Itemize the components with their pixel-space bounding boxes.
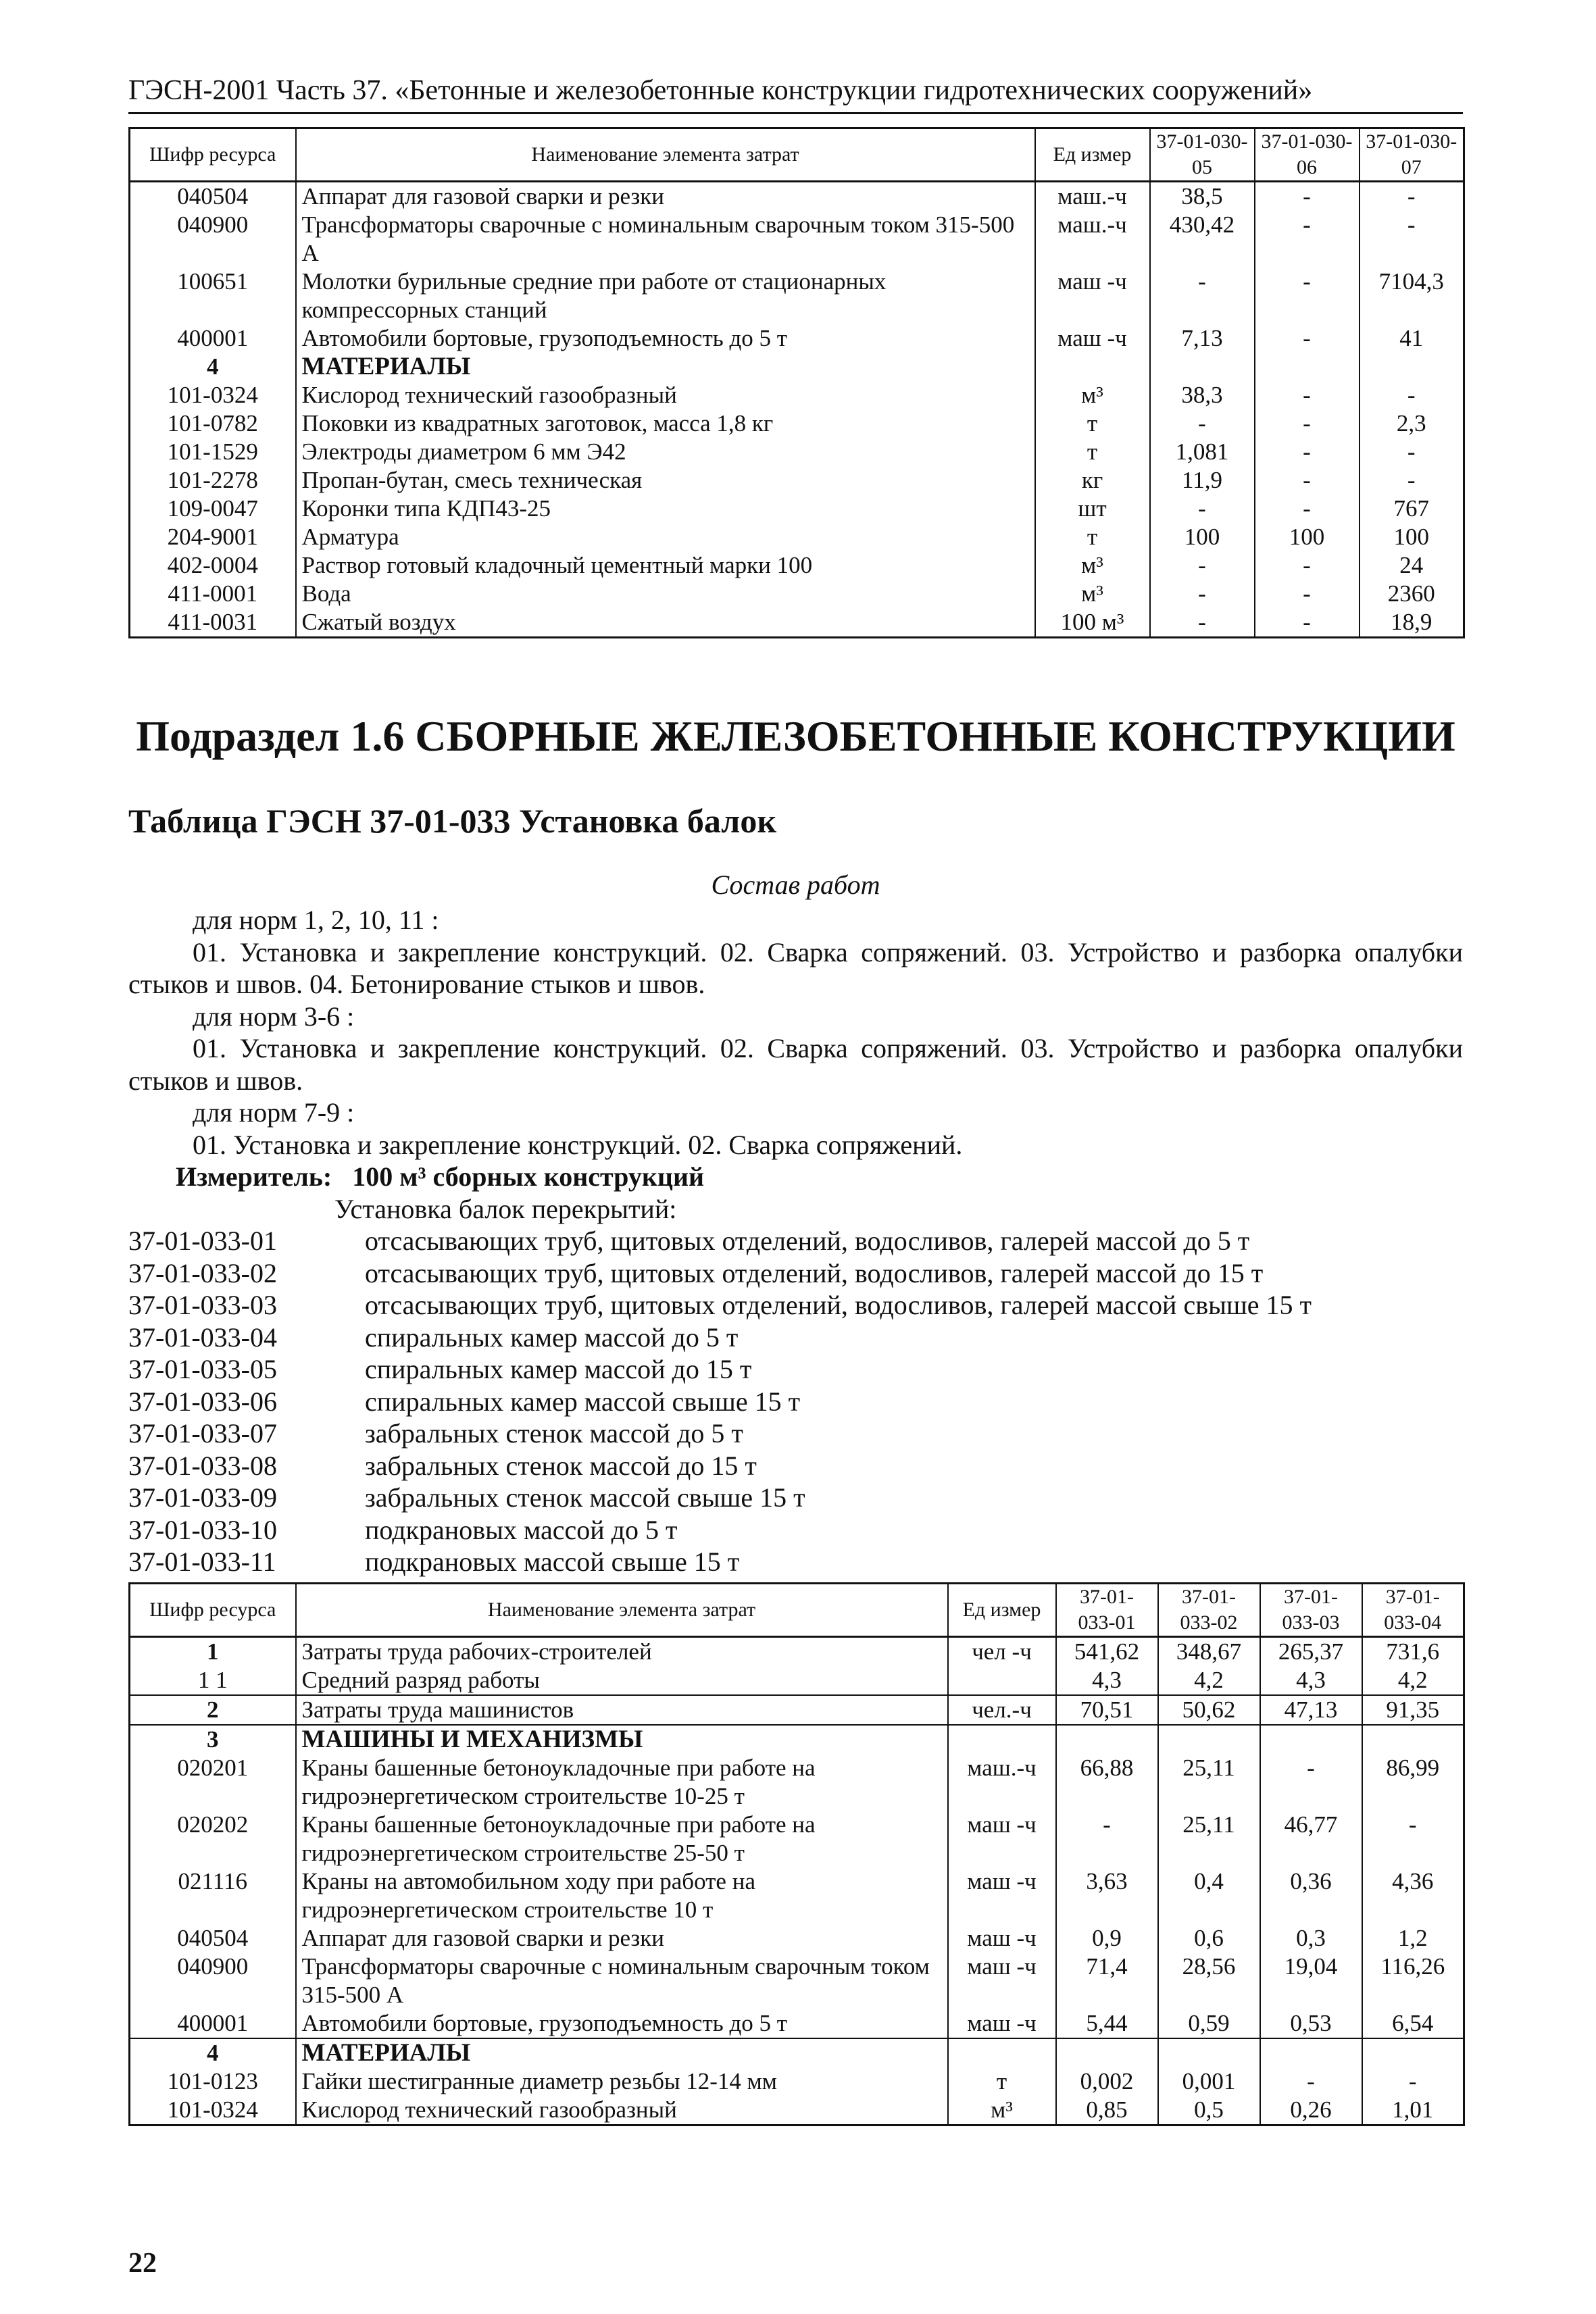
table-row xyxy=(130,2009,1464,2038)
norm-item xyxy=(128,1257,1463,1290)
value-cell: 46,77 xyxy=(1260,1811,1362,1867)
table-row xyxy=(130,324,1464,353)
value-cell: 430,42 xyxy=(1150,211,1255,268)
work-composition xyxy=(128,904,1463,1578)
value-cell: - xyxy=(1150,495,1255,523)
value-cell: 116,26 xyxy=(1362,1953,1464,2009)
value-cell: 70,51 xyxy=(1056,1695,1158,1725)
value-cell: 38,3 xyxy=(1150,381,1255,409)
norm-code: 37-01-033-02 xyxy=(128,1257,277,1288)
norm-code: 37-01-033-11 xyxy=(128,1546,276,1577)
resource-name-cell: Краны на автомобильном ходу при работе на гидроэнергетическом строительстве 10 т xyxy=(296,1867,948,1924)
norm-description: спиральных камер массой до 5 т xyxy=(365,1322,739,1353)
resource-code-cell: 411-0001 xyxy=(130,580,296,608)
value-cell: - xyxy=(1255,495,1360,523)
table-row xyxy=(130,2096,1464,2126)
value-cell: 100 xyxy=(1255,523,1360,551)
value-cell: - xyxy=(1255,268,1360,324)
value-cell: 731,6 xyxy=(1362,1637,1464,1667)
resource-name-cell: Арматура xyxy=(296,523,1035,551)
resource-name-cell: Вода xyxy=(296,580,1035,608)
column-header-norm: 37-01-033-01 xyxy=(1056,1584,1158,1637)
table-row xyxy=(130,495,1464,523)
value-cell: - xyxy=(1255,580,1360,608)
value-cell xyxy=(1362,1725,1464,1754)
measure-label: Измеритель: xyxy=(176,1161,332,1192)
value-cell: 7,13 xyxy=(1150,324,1255,353)
measure-line xyxy=(128,1161,1463,1193)
norm-group-label: для норм 7-9 : xyxy=(193,1097,355,1128)
value-cell: - xyxy=(1260,2067,1362,2096)
value-cell: 0,26 xyxy=(1260,2096,1362,2126)
column-header-name: Наименование элемента затрат xyxy=(296,128,1035,182)
value-cell: - xyxy=(1360,466,1464,495)
value-cell: 0,53 xyxy=(1260,2009,1362,2038)
value-cell: 24 xyxy=(1360,551,1464,580)
resource-name-cell: Аппарат для газовой сварки и резки xyxy=(296,182,1035,211)
norm-item xyxy=(128,1322,1463,1354)
resource-name-cell: МАТЕРИАЛЫ xyxy=(296,2038,948,2067)
value-cell: 541,62 xyxy=(1056,1637,1158,1667)
work-description: 01. Установка и закрепление конструкций. 02. Сварка сопряжений. xyxy=(193,1129,963,1160)
resource-code-cell: 2 xyxy=(130,1695,296,1725)
table-row xyxy=(130,1953,1464,2009)
section-row xyxy=(130,353,1464,381)
value-cell: 348,67 xyxy=(1158,1637,1260,1667)
norm-code: 37-01-033-03 xyxy=(128,1290,277,1320)
resource-code-cell: 101-2278 xyxy=(130,466,296,495)
value-cell: - xyxy=(1255,608,1360,638)
resource-code-cell: 101-0324 xyxy=(130,381,296,409)
value-cell: 5,44 xyxy=(1056,2009,1158,2038)
norm-description: подкрановых массой свыше 15 т xyxy=(365,1546,740,1577)
column-header-unit: Ед измер xyxy=(948,1584,1056,1637)
value-cell xyxy=(1158,1725,1260,1754)
column-header-norm: 37-01-033-02 xyxy=(1158,1584,1260,1637)
value-cell: 100 xyxy=(1360,523,1464,551)
value-cell: - xyxy=(1360,381,1464,409)
resource-code-cell: 4 xyxy=(130,2038,296,2067)
value-cell: 0,36 xyxy=(1260,1867,1362,1924)
value-cell: - xyxy=(1255,211,1360,268)
table-row xyxy=(130,1695,1464,1725)
value-cell xyxy=(1158,2038,1260,2067)
resource-name-cell: Кислород технический газообразный xyxy=(296,2096,948,2126)
resource-code-cell: 040504 xyxy=(130,182,296,211)
resource-name-cell: Поковки из квадратных заготовок, масса 1,8 кг xyxy=(296,409,1035,438)
value-cell: 25,11 xyxy=(1158,1754,1260,1811)
value-cell: - xyxy=(1150,409,1255,438)
norm-item xyxy=(128,1514,1463,1546)
unit-cell: маш -ч xyxy=(1035,324,1150,353)
unit-cell: маш -ч xyxy=(948,1867,1056,1924)
value-cell: 0,002 xyxy=(1056,2067,1158,2096)
value-cell: 3,63 xyxy=(1056,1867,1158,1924)
value-cell: - xyxy=(1150,580,1255,608)
resource-code-cell: 400001 xyxy=(130,2009,296,2038)
resource-code-cell: 1 xyxy=(130,1637,296,1667)
resource-name-cell: Электроды диаметром 6 мм Э42 xyxy=(296,438,1035,466)
unit-cell xyxy=(948,1666,1056,1695)
value-cell: - xyxy=(1360,438,1464,466)
norm-description: спиральных камер массой до 15 т xyxy=(365,1354,752,1384)
value-cell: 86,99 xyxy=(1362,1754,1464,1811)
unit-cell: маш.-ч xyxy=(948,1754,1056,1811)
section-row xyxy=(130,1725,1464,1754)
value-cell: - xyxy=(1255,182,1360,211)
value-cell: 91,35 xyxy=(1362,1695,1464,1725)
table-row xyxy=(130,268,1464,324)
value-cell: - xyxy=(1255,381,1360,409)
table-row xyxy=(130,1637,1464,1667)
value-cell: 28,56 xyxy=(1158,1953,1260,2009)
value-cell xyxy=(1255,353,1360,381)
norm-item xyxy=(128,1450,1463,1482)
norm-item xyxy=(128,1225,1463,1257)
value-cell: 66,88 xyxy=(1056,1754,1158,1811)
work-description: 01. Установка и закрепление конструкций. 02. Сварка сопряжений. 03. Устройство и разборка опалубки стыков и швов. xyxy=(128,1033,1463,1096)
resource-code-cell: 040900 xyxy=(130,211,296,268)
norm-group-label: для норм 1, 2, 10, 11 : xyxy=(193,905,439,935)
norm-code: 37-01-033-06 xyxy=(128,1386,277,1417)
norm-item xyxy=(128,1386,1463,1418)
unit-cell: м³ xyxy=(1035,580,1150,608)
column-header-code: Шифр ресурса xyxy=(130,128,296,182)
table-row xyxy=(130,551,1464,580)
resource-name-cell: Сжатый воздух xyxy=(296,608,1035,638)
value-cell: 4,2 xyxy=(1362,1666,1464,1695)
resource-code-cell: 101-0782 xyxy=(130,409,296,438)
unit-cell: шт xyxy=(1035,495,1150,523)
unit-cell: т xyxy=(948,2067,1056,2096)
unit-cell xyxy=(948,2038,1056,2067)
resource-code-cell: 4 xyxy=(130,353,296,381)
value-cell: - xyxy=(1150,608,1255,638)
norm-code: 37-01-033-09 xyxy=(128,1482,277,1513)
resource-name-cell: Трансформаторы сварочные с номинальным сварочным током 315-500 А xyxy=(296,1953,948,2009)
value-cell xyxy=(1056,2038,1158,2067)
value-cell: - xyxy=(1150,268,1255,324)
resource-name-cell: Средний разряд работы xyxy=(296,1666,948,1695)
page-number: 22 xyxy=(128,2248,157,2279)
column-header-norm: 37-01-030-05 xyxy=(1150,128,1255,182)
value-cell: - xyxy=(1260,1754,1362,1811)
value-cell: 4,3 xyxy=(1056,1666,1158,1695)
value-cell: - xyxy=(1360,211,1464,268)
resource-code-cell: 1 1 xyxy=(130,1666,296,1695)
unit-cell: кг xyxy=(1035,466,1150,495)
norm-description: отсасывающих труб, щитовых отделений, водосливов, галерей массой свыше 15 т xyxy=(365,1290,1312,1320)
resource-code-cell: 020202 xyxy=(130,1811,296,1867)
table-body xyxy=(130,1637,1464,2126)
table-row xyxy=(130,466,1464,495)
column-header-norm: 37-01-033-03 xyxy=(1260,1584,1362,1637)
measure-value: 100 м³ сборных конструкций xyxy=(352,1161,705,1192)
unit-cell: м³ xyxy=(1035,381,1150,409)
value-cell xyxy=(1260,2038,1362,2067)
resource-code-cell: 100651 xyxy=(130,268,296,324)
table-row xyxy=(130,608,1464,638)
value-cell: 767 xyxy=(1360,495,1464,523)
value-cell: 19,04 xyxy=(1260,1953,1362,2009)
resource-name-cell: Аппарат для газовой сварки и резки xyxy=(296,1924,948,1953)
value-cell: 0,5 xyxy=(1158,2096,1260,2126)
resource-name-cell: Раствор готовый кладочный цементный марки 100 xyxy=(296,551,1035,580)
table-row xyxy=(130,182,1464,211)
norm-code: 37-01-033-01 xyxy=(128,1226,277,1256)
value-cell: - xyxy=(1255,438,1360,466)
unit-cell: м³ xyxy=(948,2096,1056,2126)
column-header-name: Наименование элемента затрат xyxy=(296,1584,948,1637)
resource-code-cell: 402-0004 xyxy=(130,551,296,580)
unit-cell: чел.-ч xyxy=(948,1695,1056,1725)
value-cell: 4,2 xyxy=(1158,1666,1260,1695)
table-header-row xyxy=(130,1584,1464,1637)
value-cell: - xyxy=(1362,1811,1464,1867)
unit-cell: маш -ч xyxy=(1035,268,1150,324)
resource-name-cell: Автомобили бортовые, грузоподъемность до 5 т xyxy=(296,324,1035,353)
resource-name-cell: Краны башенные бетоноукладочные при работе на гидроэнергетическом строительстве 10-25 т xyxy=(296,1754,948,1811)
value-cell: 47,13 xyxy=(1260,1695,1362,1725)
value-cell: 1,2 xyxy=(1362,1924,1464,1953)
norm-code: 37-01-033-05 xyxy=(128,1354,277,1384)
header-rule xyxy=(128,112,1463,114)
value-cell: 0,85 xyxy=(1056,2096,1158,2126)
table-row xyxy=(130,1666,1464,1695)
value-cell: 2360 xyxy=(1360,580,1464,608)
resource-name-cell: МАШИНЫ И МЕХАНИЗМЫ xyxy=(296,1725,948,1754)
value-cell: - xyxy=(1056,1811,1158,1867)
value-cell: 25,11 xyxy=(1158,1811,1260,1867)
value-cell xyxy=(1360,353,1464,381)
value-cell: 0,59 xyxy=(1158,2009,1260,2038)
value-cell xyxy=(1150,353,1255,381)
column-header-unit: Ед измер xyxy=(1035,128,1150,182)
unit-cell: маш -ч xyxy=(948,1924,1056,1953)
resource-name-cell: Автомобили бортовые, грузоподъемность до 5 т xyxy=(296,2009,948,2038)
value-cell: - xyxy=(1255,466,1360,495)
value-cell: 0,001 xyxy=(1158,2067,1260,2096)
norm-description: забральных стенок массой до 15 т xyxy=(365,1450,757,1481)
norm-item xyxy=(128,1546,1463,1578)
resource-name-cell: Кислород технический газообразный xyxy=(296,381,1035,409)
resource-code-cell: 040504 xyxy=(130,1924,296,1953)
norm-item xyxy=(128,1482,1463,1514)
resource-code-cell: 101-0123 xyxy=(130,2067,296,2096)
value-cell: - xyxy=(1255,551,1360,580)
unit-cell xyxy=(948,1725,1056,1754)
table-row xyxy=(130,381,1464,409)
table-row xyxy=(130,438,1464,466)
resource-code-cell: 3 xyxy=(130,1725,296,1754)
resource-name-cell: МАТЕРИАЛЫ xyxy=(296,353,1035,381)
unit-cell: м³ xyxy=(1035,551,1150,580)
table-row xyxy=(130,523,1464,551)
table-row xyxy=(130,1811,1464,1867)
unit-cell: маш.-ч xyxy=(1035,182,1150,211)
table-row xyxy=(130,1924,1464,1953)
norm-code: 37-01-033-08 xyxy=(128,1450,277,1481)
table-header-row xyxy=(130,128,1464,182)
norm-description: забральных стенок массой свыше 15 т xyxy=(365,1482,805,1513)
value-cell: 1,01 xyxy=(1362,2096,1464,2126)
work-composition-heading: Состав работ xyxy=(711,870,880,900)
unit-cell: маш.-ч xyxy=(1035,211,1150,268)
value-cell: 2,3 xyxy=(1360,409,1464,438)
norm-description: забральных стенок массой до 5 т xyxy=(365,1418,743,1449)
value-cell: 50,62 xyxy=(1158,1695,1260,1725)
resource-name-cell: Затраты труда рабочих-строителей xyxy=(296,1637,948,1667)
value-cell: - xyxy=(1255,409,1360,438)
norm-item xyxy=(128,1289,1463,1322)
unit-cell: маш -ч xyxy=(948,2009,1056,2038)
unit-cell: т xyxy=(1035,409,1150,438)
norm-description: подкрановых массой до 5 т xyxy=(365,1514,678,1545)
value-cell: 11,9 xyxy=(1150,466,1255,495)
resource-code-cell: 020201 xyxy=(130,1754,296,1811)
value-cell: 0,6 xyxy=(1158,1924,1260,1953)
value-cell: 0,4 xyxy=(1158,1867,1260,1924)
resource-table-030 xyxy=(128,127,1465,638)
resource-table-033 xyxy=(128,1582,1465,2126)
resource-name-cell: Краны башенные бетоноукладочные при работе на гидроэнергетическом строительстве 25-50 т xyxy=(296,1811,948,1867)
column-header-norm: 37-01-033-04 xyxy=(1362,1584,1464,1637)
value-cell: - xyxy=(1360,182,1464,211)
resource-code-cell: 204-9001 xyxy=(130,523,296,551)
installation-title: Установка балок перекрытий: xyxy=(334,1193,677,1224)
value-cell: 265,37 xyxy=(1260,1637,1362,1667)
norm-description: отсасывающих труб, щитовых отделений, водосливов, галерей массой до 15 т xyxy=(365,1257,1264,1288)
section-row xyxy=(130,2038,1464,2067)
table-title: Таблица ГЭСН 37-01-033 Установка балок xyxy=(128,802,777,840)
table-row xyxy=(130,580,1464,608)
subsection-title: Подраздел 1.6 СБОРНЫЕ ЖЕЛЕЗОБЕТОННЫЕ КОНСТРУКЦИИ xyxy=(136,712,1455,760)
norm-group-label: для норм 3-6 : xyxy=(193,1001,355,1032)
value-cell: - xyxy=(1362,2067,1464,2096)
value-cell: 38,5 xyxy=(1150,182,1255,211)
value-cell xyxy=(1362,2038,1464,2067)
value-cell: 6,54 xyxy=(1362,2009,1464,2038)
resource-name-cell: Затраты труда машинистов xyxy=(296,1695,948,1725)
resource-name-cell: Пропан-бутан, смесь техническая xyxy=(296,466,1035,495)
value-cell: 100 xyxy=(1150,523,1255,551)
norm-code: 37-01-033-10 xyxy=(128,1514,277,1545)
column-header-norm: 37-01-030-06 xyxy=(1255,128,1360,182)
value-cell: 0,9 xyxy=(1056,1924,1158,1953)
resource-name-cell: Молотки бурильные средние при работе от стационарных компрессорных станций xyxy=(296,268,1035,324)
table-row xyxy=(130,1754,1464,1811)
resource-name-cell: Трансформаторы сварочные с номинальным сварочным током 315-500 А xyxy=(296,211,1035,268)
value-cell: 71,4 xyxy=(1056,1953,1158,2009)
norm-description: отсасывающих труб, щитовых отделений, водосливов, галерей массой до 5 т xyxy=(365,1226,1250,1256)
unit-cell: 100 м³ xyxy=(1035,608,1150,638)
unit-cell: маш -ч xyxy=(948,1811,1056,1867)
norm-item xyxy=(128,1417,1463,1450)
unit-cell: т xyxy=(1035,438,1150,466)
value-cell: 7104,3 xyxy=(1360,268,1464,324)
resource-code-cell: 101-0324 xyxy=(130,2096,296,2126)
value-cell: 0,3 xyxy=(1260,1924,1362,1953)
value-cell xyxy=(1056,1725,1158,1754)
table-row xyxy=(130,1867,1464,1924)
work-description: 01. Установка и закрепление конструкций. 02. Сварка сопряжений. 03. Устройство и разборка опалубки стыков и швов. 04. Бетонирование стыков и швов. xyxy=(128,936,1463,999)
resource-name-cell: Коронки типа КДП43-25 xyxy=(296,495,1035,523)
resource-name-cell: Гайки шестигранные диаметр резьбы 12-14 мм xyxy=(296,2067,948,2096)
unit-cell: чел -ч xyxy=(948,1637,1056,1667)
norm-list xyxy=(128,1225,1463,1578)
table-body xyxy=(130,182,1464,638)
value-cell: - xyxy=(1150,551,1255,580)
value-cell xyxy=(1260,1725,1362,1754)
column-header-norm: 37-01-030-07 xyxy=(1360,128,1464,182)
norm-code: 37-01-033-04 xyxy=(128,1322,277,1353)
resource-code-cell: 109-0047 xyxy=(130,495,296,523)
norm-item xyxy=(128,1353,1463,1386)
unit-cell: маш -ч xyxy=(948,1953,1056,2009)
resource-code-cell: 021116 xyxy=(130,1867,296,1924)
running-header: ГЭСН-2001 Часть 37. «Бетонные и железобетонные конструкции гидротехнических сооружений» xyxy=(128,75,1313,106)
table-row xyxy=(130,211,1464,268)
unit-cell: т xyxy=(1035,523,1150,551)
norm-description: спиральных камер массой свыше 15 т xyxy=(365,1386,801,1417)
value-cell: - xyxy=(1255,324,1360,353)
value-cell: 41 xyxy=(1360,324,1464,353)
table-row xyxy=(130,2067,1464,2096)
value-cell: 1,081 xyxy=(1150,438,1255,466)
value-cell: 4,3 xyxy=(1260,1666,1362,1695)
norm-code: 37-01-033-07 xyxy=(128,1418,277,1449)
resource-code-cell: 411-0031 xyxy=(130,608,296,638)
resource-code-cell: 101-1529 xyxy=(130,438,296,466)
table-row xyxy=(130,409,1464,438)
unit-cell xyxy=(1035,353,1150,381)
resource-code-cell: 040900 xyxy=(130,1953,296,2009)
value-cell: 18,9 xyxy=(1360,608,1464,638)
value-cell: 4,36 xyxy=(1362,1867,1464,1924)
column-header-code: Шифр ресурса xyxy=(130,1584,296,1637)
resource-code-cell: 400001 xyxy=(130,324,296,353)
